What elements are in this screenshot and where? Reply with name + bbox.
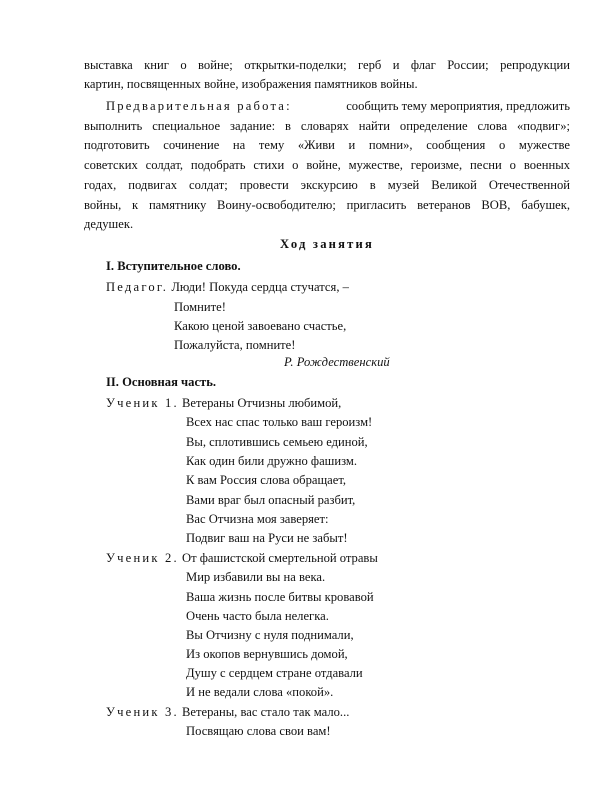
- prep-line-5: годах, подвигах солдат; провести экскурсию в музей Великой Отечественной: [84, 178, 570, 192]
- teacher-line-1: [106, 279, 349, 295]
- student-3-verse-1: Ветераны, вас стало так мало...: [182, 705, 350, 719]
- prep-line-4: советских солдат, подобрать стихи о войне, мужестве, героизме, песни о военных: [84, 158, 570, 172]
- teacher-verse-1: Люди! Покуда сердца стучатся, –: [171, 280, 349, 294]
- student-1-label: Ученик 1.: [106, 396, 179, 410]
- teacher-label: Педагог.: [106, 280, 169, 294]
- student-1-verse-2: Всех нас спас только ваш героизм!: [186, 415, 373, 429]
- student-1-line-1: [106, 395, 341, 411]
- intro-line-1: выставка книг о войне; открытки-поделки; герб и флаг России; репродукции: [84, 58, 570, 72]
- student-3-line-1: [106, 704, 349, 720]
- student-2-verse-1: От фашистской смертельной отравы: [182, 551, 378, 565]
- student-1-verse-6: Вами враг был опасный разбит,: [186, 493, 356, 507]
- student-2-verse-8: И не ведали слова «покой».: [186, 685, 334, 699]
- teacher-verse-3: Какою ценой завоевано счастье,: [174, 319, 347, 333]
- section-1-title: I. Вступительное слово.: [106, 259, 241, 273]
- prep-line-3: подготовить сочинение на тему «Живи и помни», сообщения о мужестве: [84, 138, 570, 152]
- prep-line-7: дедушек.: [84, 217, 134, 231]
- prep-line-2: выполнить специальное задание: в словарях найти определение слова «подвиг»;: [84, 119, 570, 133]
- student-2-verse-7: Душу с сердцем стране отдавали: [186, 666, 363, 680]
- student-1-verse-8: Подвиг ваш на Руси не забыт!: [186, 531, 348, 545]
- lesson-heading: Ход занятия: [279, 237, 375, 251]
- prep-line-1: [106, 98, 570, 114]
- prep-line-6: войны, к памятнику Воину-освободителю; пригласить ветеранов ВОВ, бабушек,: [84, 198, 570, 212]
- student-1-verse-1: Ветераны Отчизны любимой,: [182, 396, 342, 410]
- prep-line-1-rest: сообщить тему мероприятия, предложить: [346, 99, 570, 113]
- section-2-title: II. Основная часть.: [106, 375, 217, 389]
- student-2-verse-3: Ваша жизнь после битвы кровавой: [186, 590, 374, 604]
- teacher-verse-4: Пожалуйста, помните!: [174, 338, 296, 352]
- student-3-verse-2: Посвящаю слова свои вам!: [186, 724, 331, 738]
- student-3-label: Ученик 3.: [106, 705, 179, 719]
- student-2-label: Ученик 2.: [106, 551, 179, 565]
- student-1-verse-4: Как один били дружно фашизм.: [186, 454, 358, 468]
- student-2-verse-2: Мир избавили вы на века.: [186, 570, 326, 584]
- student-2-verse-4: Очень часто была нелегка.: [186, 609, 329, 623]
- student-2-verse-6: Из окопов вернувшись домой,: [186, 647, 348, 661]
- student-1-verse-5: К вам Россия слова обращает,: [186, 473, 347, 487]
- student-2-line-1: [106, 550, 378, 566]
- poem-author: Р. Рождественский: [284, 355, 390, 369]
- student-1-verse-7: Вас Отчизна моя заверяет:: [186, 512, 329, 526]
- prep-label: Предварительная работа:: [106, 99, 292, 113]
- student-2-verse-5: Вы Отчизну с нуля поднимали,: [186, 628, 354, 642]
- teacher-verse-2: Помните!: [174, 300, 226, 314]
- intro-line-2: картин, посвященных войне, изображения памятников войны.: [84, 77, 418, 91]
- student-1-verse-3: Вы, сплотившись семьею единой,: [186, 435, 368, 449]
